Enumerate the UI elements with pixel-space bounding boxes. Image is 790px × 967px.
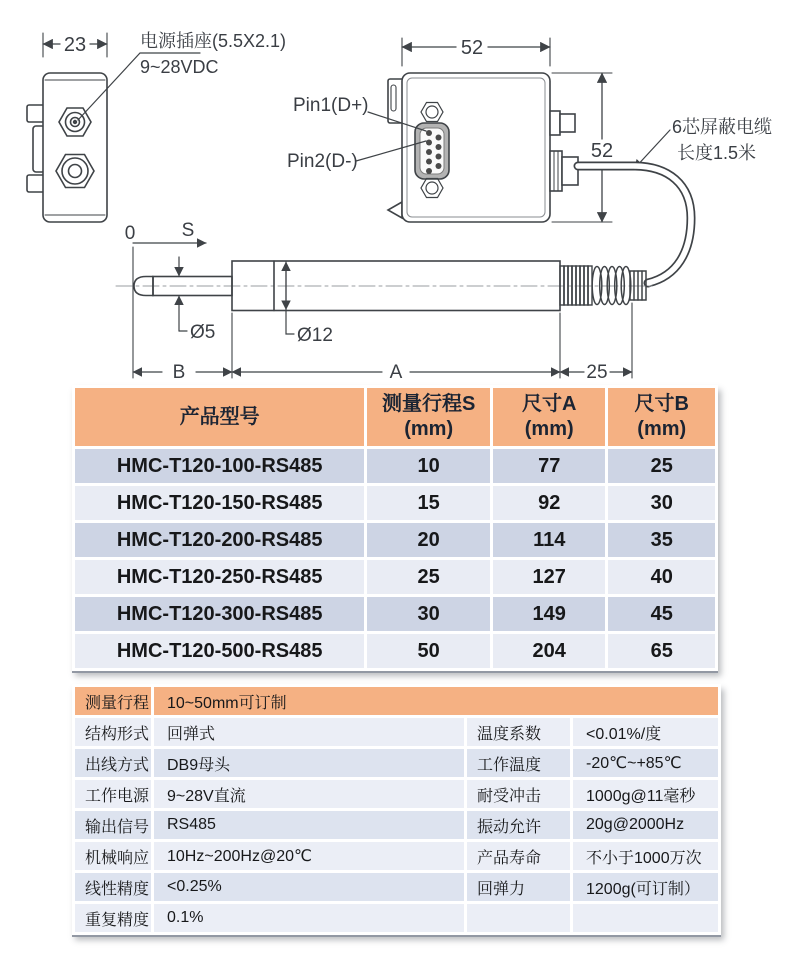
spec-label: 线性精度 (75, 873, 151, 901)
dim-b-cell: 35 (608, 523, 715, 557)
cable-gland-front (550, 151, 578, 191)
thread-section (560, 266, 592, 305)
table-row (75, 597, 715, 631)
spec-label (467, 904, 570, 932)
spec-label: 温度系数 (467, 718, 570, 746)
dim-a-cell: 127 (493, 560, 606, 594)
spec-label: 振动允许 (467, 811, 570, 839)
spec-value: 回弹式 (154, 718, 464, 746)
power-socket-label-line2: 9~28VDC (140, 57, 219, 77)
stroke-label: S (181, 220, 195, 241)
spec-table (72, 684, 721, 935)
spec-value: DB9母头 (154, 749, 464, 777)
model-cell: HMC-T120-200-RS485 (75, 523, 364, 557)
table-row (75, 634, 715, 668)
dim-a-cell: 92 (493, 486, 606, 520)
spec-row (75, 904, 718, 932)
col-header-dim-b: 尺寸B (mm) (608, 388, 715, 446)
dim-52-height-label: 52 (590, 140, 614, 162)
dim-a-cell: 149 (493, 597, 606, 631)
spec-label: 测量行程 (75, 687, 151, 715)
spec-label: 耐受冲击 (467, 780, 570, 808)
spec-label: 工作温度 (467, 749, 570, 777)
dim-b-cell: 40 (608, 560, 715, 594)
spec-value: 0.1% (154, 904, 464, 932)
spec-value: 9~28V直流 (154, 780, 464, 808)
spec-value: 1000g@11毫秒 (573, 780, 718, 808)
pin1-label: Pin1(D+) (293, 95, 369, 116)
dim-body-diameter (286, 262, 294, 334)
power-socket-label-line1: 电源插座(5.5X2.1) (140, 31, 287, 51)
dim-b-cell: 30 (608, 486, 715, 520)
spec-label: 回弹力 (467, 873, 570, 901)
stroke-cell: 10 (367, 449, 490, 483)
spec-label: 工作电源 (75, 780, 151, 808)
spec-row (75, 842, 718, 870)
product-table-header-row (75, 388, 715, 446)
spec-value: <0.01%/度 (573, 718, 718, 746)
col-header-model: 产品型号 (75, 388, 364, 446)
spec-label: 机械响应 (75, 842, 151, 870)
cable-label-line1: 6芯屏蔽电缆 (672, 117, 773, 137)
stroke-cell: 25 (367, 560, 490, 594)
col-header-stroke: 测量行程S (mm) (367, 388, 490, 446)
dim-a-cell: 204 (493, 634, 606, 668)
table-row (75, 523, 715, 557)
table-row (75, 486, 715, 520)
dim-52-width-label: 52 (460, 37, 484, 59)
model-cell: HMC-T120-250-RS485 (75, 560, 364, 594)
spec-label: 输出信号 (75, 811, 151, 839)
dim-23-label: 23 (63, 34, 87, 56)
spec-value: 20g@2000Hz (573, 811, 718, 839)
dim-b-cell: 25 (608, 449, 715, 483)
dim-25-label: 25 (586, 362, 608, 383)
stroke-cell: 30 (367, 597, 490, 631)
probe-view (116, 243, 656, 378)
spec-row-stroke (75, 687, 718, 715)
spec-value: 10~50mm可订制 (154, 687, 718, 715)
spec-label: 产品寿命 (467, 842, 570, 870)
pin2-label: Pin2(D-) (287, 151, 358, 172)
model-cell: HMC-T120-150-RS485 (75, 486, 364, 520)
spec-label: 重复精度 (75, 904, 151, 932)
stroke-cell: 20 (367, 523, 490, 557)
front-view (356, 38, 691, 283)
spec-value: <0.25% (154, 873, 464, 901)
spec-value: -20℃~+85℃ (573, 749, 718, 777)
spec-label: 结构形式 (75, 718, 151, 746)
spec-label: 出线方式 (75, 749, 151, 777)
spec-row (75, 780, 718, 808)
dim-b-cell: 45 (608, 597, 715, 631)
dim-a-label: A (389, 362, 403, 383)
model-cell: HMC-T120-500-RS485 (75, 634, 364, 668)
col-header-dim-a: 尺寸A (mm) (493, 388, 606, 446)
model-cell: HMC-T120-100-RS485 (75, 449, 364, 483)
model-cell: HMC-T120-300-RS485 (75, 597, 364, 631)
spec-row (75, 749, 718, 777)
db9-connector (415, 123, 449, 179)
dim-b-cell: 65 (608, 634, 715, 668)
origin-label: 0 (124, 223, 136, 244)
side-plug (550, 111, 575, 135)
technical-drawing (0, 0, 790, 388)
spec-row (75, 718, 718, 746)
spec-value: RS485 (154, 811, 464, 839)
spec-value: 不小于1000万次 (573, 842, 718, 870)
dim-rod-diameter (179, 257, 187, 331)
body-diameter-label: Ø12 (297, 325, 333, 346)
stroke-cell: 15 (367, 486, 490, 520)
spec-value (573, 904, 718, 932)
stroke-cell: 50 (367, 634, 490, 668)
dim-a-cell: 114 (493, 523, 606, 557)
dim-a-cell: 77 (493, 449, 606, 483)
spec-row (75, 811, 718, 839)
rod-diameter-label: Ø5 (190, 322, 216, 343)
spec-value: 1200g(可订制） (573, 873, 718, 901)
table-row (75, 560, 715, 594)
spec-row (75, 873, 718, 901)
spec-value: 10Hz~200Hz@20℃ (154, 842, 464, 870)
dim-b-label: B (172, 362, 186, 383)
table-row (75, 449, 715, 483)
product-table (72, 385, 718, 671)
cable-label-line2: 长度1.5米 (677, 143, 757, 163)
